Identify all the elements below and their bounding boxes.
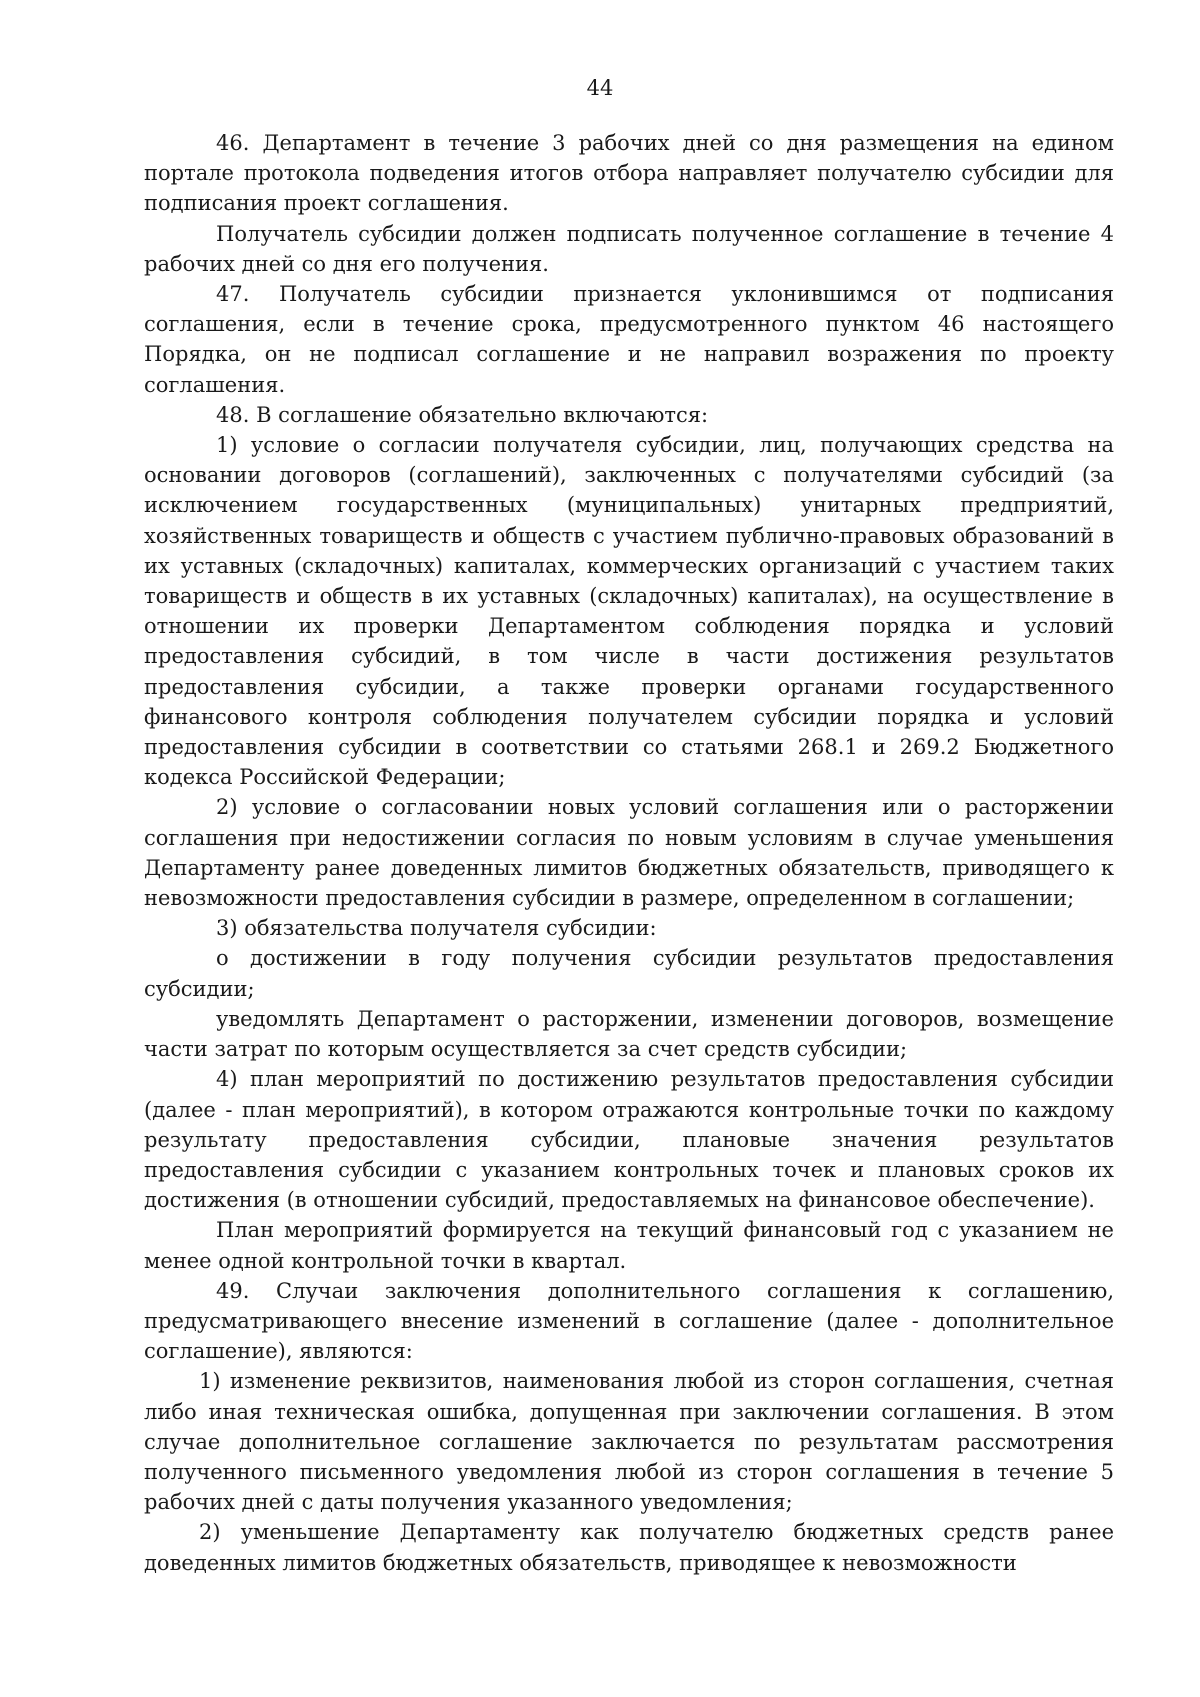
paragraph-48: 48. В соглашение обязательно включаются:: [216, 402, 709, 427]
paragraph-49-item-2: 2) уменьшение Департаменту как получателю бюджетных средств ранее доведенных лимитов бюджетных обязательств, приводящее к невозможности: [144, 1520, 1114, 1575]
paragraph-48-item-3-notify: уведомлять Департамент о расторжении, изменении договоров, возмещение части затрат по которым осуществляется за счет средств субсидии;: [144, 1006, 1114, 1062]
paragraph-49-item-1: 1) изменение реквизитов, наименования любой из сторон соглашения, счетная либо иная техническая ошибка, допущенная при заключении соглашения. В этом случае дополнительное соглашение заключается по результатам рассмотрения полученного письменного уведомления любой из сторон соглашения в течение 5 рабочих дней с даты получения указанного уведомления;: [144, 1369, 1114, 1515]
paragraph-48-item-4: 4) план мероприятий по достижению результатов предоставления субсидии (далее - план мероприятий), в котором отражаются контрольные точки по каждому результату предоставления субсидии, плановые значения результатов предоставления субсидии с указанием контрольных точек и плановых сроков их достижения (в отношении субсидий, предоставляемых на финансовое обеспечение).: [144, 1067, 1114, 1213]
document-body: [144, 128, 1114, 1578]
paragraph-48-plan: План мероприятий формируется на текущий финансовый год с указанием не менее одной контрольной точки в квартал.: [144, 1218, 1114, 1273]
paragraph-48-item-3: 3) обязательства получателя субсидии:: [216, 916, 657, 941]
paragraph-46-signing-term: Получатель субсидии должен подписать полученное соглашение в течение 4 рабочих дней со дня его получения.: [144, 221, 1114, 276]
paragraph-47: 47. Получатель субсидии признается уклонившимся от подписания соглашения, если в течение срока, предусмотренного пунктом 46 настоящего Порядка, он не подписал соглашение и не направил возражения по проекту соглашения.: [144, 282, 1114, 397]
paragraph-46: 46. Департамент в течение 3 рабочих дней со дня размещения на едином портале протокола подведения итогов отбора направляет получателю субсидии для подписания проект соглашения.: [144, 131, 1114, 216]
paragraph-48-item-1: 1) условие о согласии получателя субсидии, лиц, получающих средства на основании договоров (соглашений), заключенных с получателями субсидий (за исключением государственных (муниципальных) унитарных предприятий, хозяйственных товариществ и обществ с участием публично-правовых образований в их уставных (складочных) капиталах, коммерческих организаций с участием таких товариществ и обществ в их уставных (складочных) капиталах), на осуществление в отношении их проверки Департаментом соблюдения порядка и условий предоставления субсидий, в том числе в части достижения результатов предоставления субсидии, а также проверки органами государственного финансового контроля соблюдения получателем субсидии порядка и условий предоставления субсидии в соответствии со статьями 268.1 и 269.2 Бюджетного кодекса Российской Федерации;: [144, 433, 1114, 790]
paragraph-48-item-3-results: о достижении в году получения субсидии результатов предоставления субсидии;: [144, 946, 1114, 1001]
paragraph-49: 49. Случаи заключения дополнительного соглашения к соглашению, предусматривающего внесение изменений в соглашение (далее - дополнительное соглашение), являются:: [144, 1278, 1114, 1364]
page-number: 44: [586, 76, 614, 100]
paragraph-48-item-2: 2) условие о согласовании новых условий соглашения или о расторжении соглашения при недостижении согласия по новым условиям в случае уменьшения Департаменту ранее доведенных лимитов бюджетных обязательств, приводящего к невозможности предоставления субсидии в размере, определенном в соглашении;: [144, 795, 1114, 911]
